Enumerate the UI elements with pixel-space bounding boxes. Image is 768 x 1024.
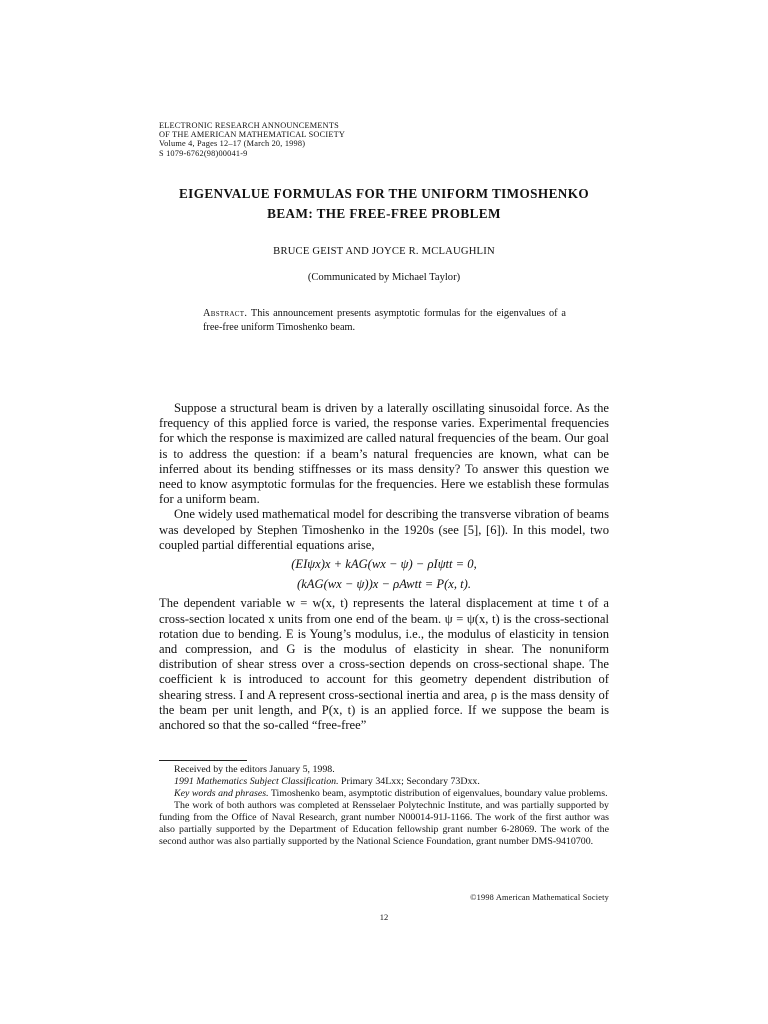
title-line-2: BEAM: THE FREE-FREE PROBLEM (267, 206, 501, 221)
footnote-keywords (159, 788, 609, 800)
footnote-rule (159, 760, 247, 761)
journal-header (159, 121, 345, 158)
journal-line-3: Volume 4, Pages 12–17 (March 20, 1998) (159, 139, 306, 149)
page-number: 12 (379, 912, 389, 922)
paragraph-1: Suppose a structural beam is driven by a laterally oscillating sinusoidal force. As the frequency of this applied force is varied, the response varies. Experimental frequencies for which the response is maximized are called natural frequencies of the beam. Our goal is to address the question: if a beam’s natural frequencies are known, what can be inferred about its bending stiffnesses or its mass density? To answer this question we need to know asymptotic formulas for the frequencies. Here we establish these formulas for a uniform beam. (159, 401, 609, 507)
paragraph-2: One widely used mathematical model for describing the transverse vibration of beams was developed by Stephen Timoshenko in the 1920s (see [5], [6]). In this model, two coupled partial differential equations arise, (159, 507, 609, 552)
abstract (203, 307, 566, 335)
journal-line-2: OF THE AMERICAN MATHEMATICAL SOCIETY (159, 130, 346, 140)
authors: BRUCE GEIST AND JOYCE R. MCLAUGHLIN (273, 246, 495, 257)
footnotes (159, 764, 609, 848)
body-text (159, 401, 609, 733)
keywords-text: Timoshenko beam, asymptotic distribution of eigenvalues, boundary value problems. (270, 788, 608, 799)
journal-line-1: ELECTRONIC RESEARCH ANNOUNCEMENTS (159, 121, 339, 130)
footnote-msc (159, 776, 609, 788)
paragraph-3: The dependent variable w = w(x, t) represents the lateral displacement at time t of a cross-section located x units from one end of the beam. ψ = ψ(x, t) is the cross-sectional rotation due to bending. E is Young’s modulus, i.e., the modulus of elasticity in tension and compression, and G is the modulus of elasticity in shear. The nonuniform distribution of shear stress over a cross-section depends on cross-sectional shape. The coefficient k is introduced to account for this geometry dependent distribution of shearing stress. I and A represent cross-sectional inertia and area, ρ is the mass density of the beam per unit length, and P(x, t) is an applied force. If we suppose the beam is anchored so that the so-called “free-free” (159, 596, 609, 733)
journal-line-4: S 1079-6762(98)00041-9 (159, 148, 248, 158)
copyright-notice: ©1998 American Mathematical Society (470, 893, 609, 902)
paper-title (120, 184, 648, 224)
equation-1: (EIψx)x + kAG(wx − ψ) − ρIψtt = 0, (291, 557, 477, 572)
title-line-1: EIGENVALUE FORMULAS FOR THE UNIFORM TIMOSHENKO (178, 186, 590, 201)
abstract-text: This announcement presents asymptotic formulas for the eigenvalues of a free-free uniform Timoshenko beam. (203, 308, 567, 333)
msc-label: 1991 Mathematics Subject Classification. (174, 776, 339, 787)
communicated-by: (Communicated by Michael Taylor) (307, 272, 461, 283)
equation-2: (kAG(wx − ψ))x − ρAwtt = P(x, t). (297, 577, 471, 592)
footnote-received: Received by the editors January 5, 1998. (174, 764, 335, 775)
abstract-heading: Abstract. (203, 308, 248, 319)
footnote-funding: The work of both authors was completed at Rensselaer Polytechnic Institute, and was partially supported by funding from the Office of Naval Research, grant number N00014-91J-1166. The work of the first author was also partially supported by the Department of Education fellowship grant number 6-28069. The work of the second author was also partially supported by the National Science Foundation, grant number DMS-9410700. (159, 800, 609, 847)
msc-text: Primary 34Lxx; Secondary 73Dxx. (341, 776, 480, 787)
keywords-label: Key words and phrases. (174, 788, 269, 799)
